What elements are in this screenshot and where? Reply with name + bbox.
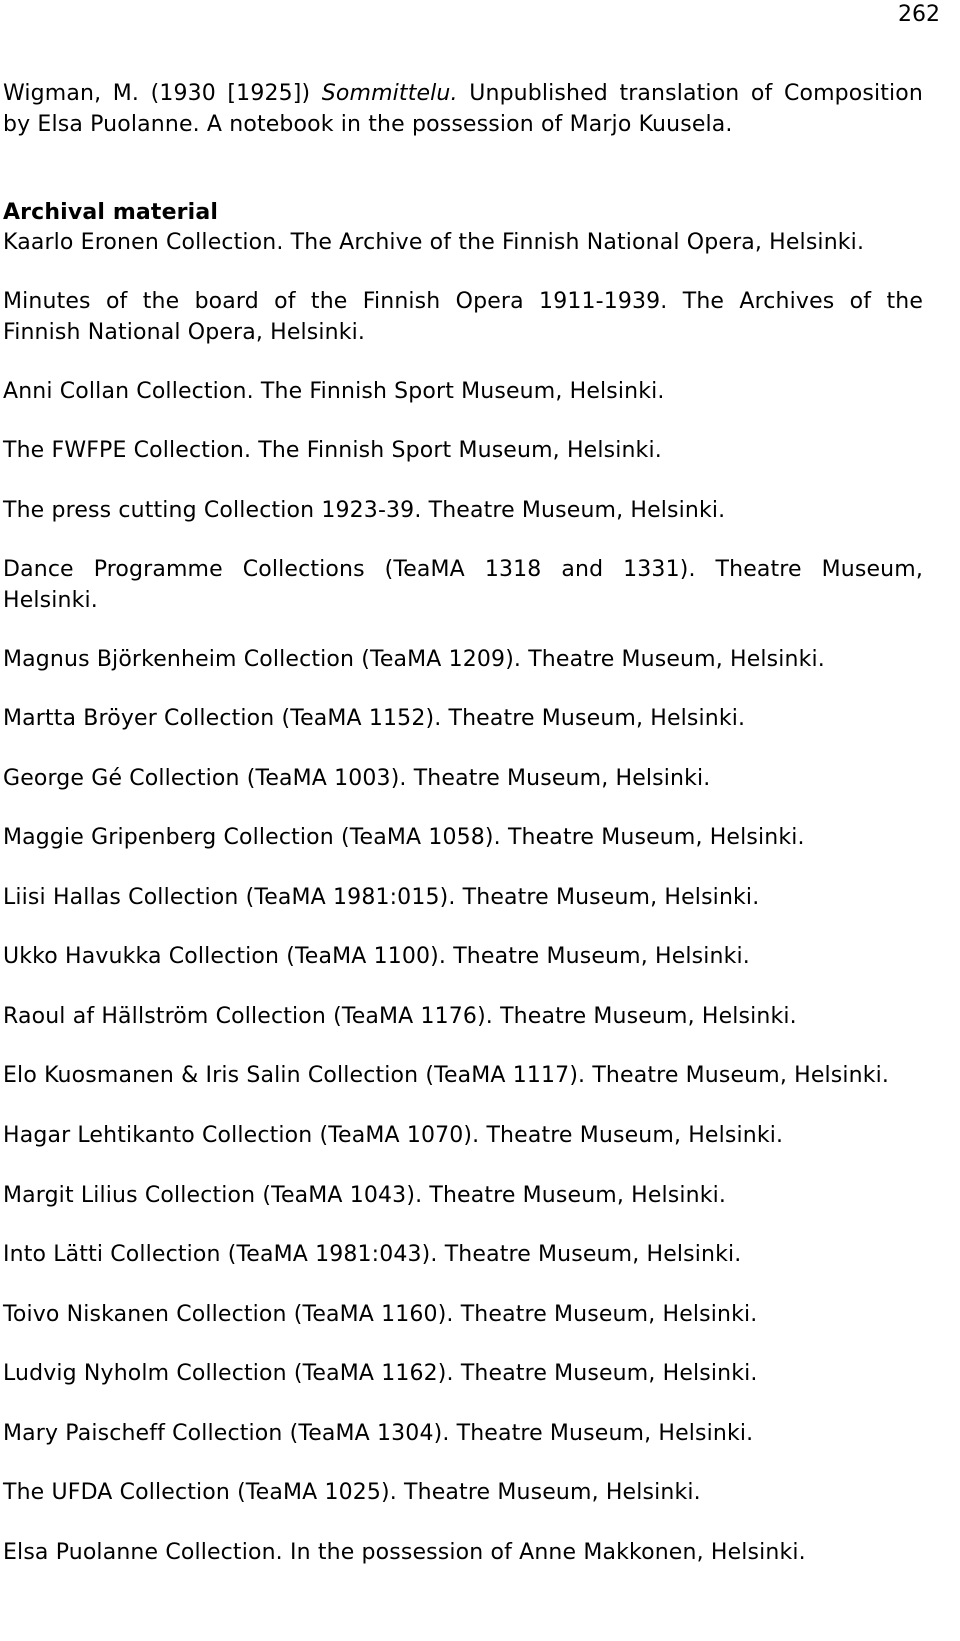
archival-item: Elo Kuosmanen & Iris Salin Collection (TeaMA 1117). Theatre Museum, Helsinki. — [3, 1063, 890, 1088]
archival-item: Raoul af Hällström Collection (TeaMA 1176). Theatre Museum, Helsinki. — [3, 1004, 797, 1029]
archival-item: Ludvig Nyholm Collection (TeaMA 1162). Theatre Museum, Helsinki. — [3, 1361, 758, 1386]
archival-item: Hagar Lehtikanto Collection (TeaMA 1070). Theatre Museum, Helsinki. — [3, 1123, 784, 1148]
archival-item: Elsa Puolanne Collection. In the possession of Anne Makkonen, Helsinki. — [3, 1540, 806, 1565]
archival-item: The press cutting Collection 1923-39. Theatre Museum, Helsinki. — [3, 498, 726, 523]
archival-item: The UFDA Collection (TeaMA 1025). Theatre Museum, Helsinki. — [3, 1480, 701, 1505]
dance-entry-line-2: Helsinki. — [3, 588, 98, 613]
archival-item: Ukko Havukka Collection (TeaMA 1100). Theatre Museum, Helsinki. — [3, 944, 750, 969]
archival-heading: Archival material — [3, 200, 219, 225]
archival-item: Maggie Gripenberg Collection (TeaMA 1058). Theatre Museum, Helsinki. — [3, 825, 805, 850]
wigman-reference-line-2: by Elsa Puolanne. A notebook in the possession of Marjo Kuusela. — [3, 112, 733, 137]
archival-item: Liisi Hallas Collection (TeaMA 1981:015). Theatre Museum, Helsinki. — [3, 885, 760, 910]
wigman-reference-line-1 — [3, 78, 923, 109]
wigman-title: Sommittelu. — [321, 81, 458, 106]
archival-item: Margit Lilius Collection (TeaMA 1043). Theatre Museum, Helsinki. — [3, 1183, 727, 1208]
archival-item: Toivo Niskanen Collection (TeaMA 1160). Theatre Museum, Helsinki. — [3, 1302, 758, 1327]
minutes-entry-line-1: Minutes of the board of the Finnish Opera 1911-1939. The Archives of the — [3, 289, 923, 314]
archival-item: Into Lätti Collection (TeaMA 1981:043). Theatre Museum, Helsinki. — [3, 1242, 742, 1267]
archival-item: Kaarlo Eronen Collection. The Archive of the Finnish National Opera, Helsinki. — [3, 230, 865, 255]
archival-item: Magnus Björkenheim Collection (TeaMA 1209). Theatre Museum, Helsinki. — [3, 647, 825, 672]
wigman-author: Wigman, M. (1930 [1925]) — [3, 81, 311, 106]
archival-item: Anni Collan Collection. The Finnish Sport Museum, Helsinki. — [3, 379, 665, 404]
archival-item: The FWFPE Collection. The Finnish Sport Museum, Helsinki. — [3, 438, 662, 463]
dance-entry-line-1: Dance Programme Collections (TeaMA 1318 and 1331). Theatre Museum, — [3, 557, 923, 582]
archival-item: Martta Bröyer Collection (TeaMA 1152). Theatre Museum, Helsinki. — [3, 706, 746, 731]
wigman-description: Unpublished translation of Composition — [469, 81, 924, 106]
archival-item: George Gé Collection (TeaMA 1003). Theatre Museum, Helsinki. — [3, 766, 711, 791]
archival-item: Mary Paischeff Collection (TeaMA 1304). Theatre Museum, Helsinki. — [3, 1421, 754, 1446]
page-number: 262 — [898, 2, 940, 27]
minutes-entry-line-2: Finnish National Opera, Helsinki. — [3, 320, 366, 345]
